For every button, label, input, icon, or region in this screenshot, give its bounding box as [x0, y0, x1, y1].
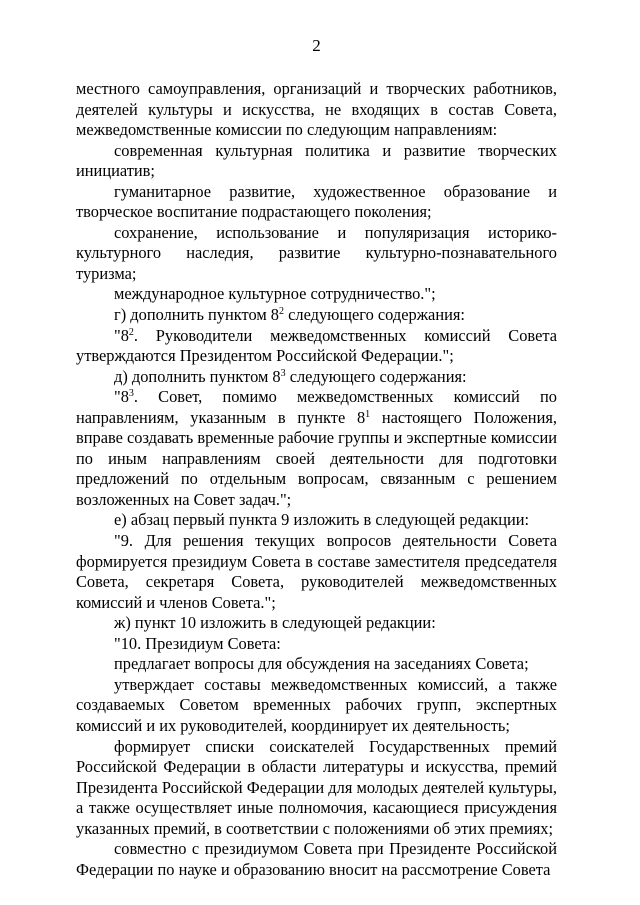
paragraph-9 — [76, 387, 557, 510]
page-number: 2 — [312, 36, 321, 55]
paragraph-3: гуманитарное развитие, художественное образование и творческое воспитание подрастающего поколения; — [76, 181, 557, 222]
paragraph-6-text-a: г) дополнить пунктом 8 — [114, 305, 280, 325]
paragraph-9-text-b: . Совет, помимо межведомственных комиссий по направлениям, указанным в пункте 8 — [76, 387, 557, 427]
paragraph-8-superscript: 3 — [280, 367, 286, 379]
paragraph-7 — [76, 326, 557, 367]
paragraph-12: ж) пункт 10 изложить в следующей редакции: — [114, 613, 436, 633]
paragraph-8-text-a: д) дополнить пунктом 8 — [114, 366, 281, 386]
paragraph-13: "10. Президиум Совета: — [114, 633, 281, 653]
paragraph-6-text-b: следующего содержания: — [284, 305, 465, 325]
paragraph-9-superscript-2: 1 — [365, 408, 371, 420]
paragraph-7-text-a: "8 — [114, 325, 129, 345]
paragraph-6 — [76, 305, 557, 326]
paragraph-5: международное культурное сотрудничество."; — [114, 284, 436, 304]
paragraph-1: местного самоуправления, организаций и творческих работников, деятелей культуры и искусства, не входящих в состав Совета, межведомственные комиссии по следующим направлениям: — [76, 79, 557, 140]
paragraph-9-superscript: 3 — [128, 388, 134, 400]
paragraph-2: современная культурная политика и развитие творческих инициатив; — [76, 140, 557, 181]
paragraph-9-text-a: "8 — [114, 387, 129, 407]
paragraph-11: "9. Для решения текущих вопросов деятельности Совета формируется президиум Совета в составе заместителя председателя Совета, секретаря Совета, руководителей межведомственных комиссий и членов Совета."; — [76, 531, 557, 612]
paragraph-7-superscript: 2 — [128, 326, 134, 338]
paragraph-16: формирует списки соискателей Государственных премий Российской Федерации в области литературы и искусства, премий Президента Российской Федерации для молодых деятелей культуры, а также осуществляет иные полномочия, касающиеся присуждения указанных премий, в соответствии с положениями об этих премиях; — [76, 736, 557, 838]
paragraph-8 — [76, 367, 557, 388]
paragraph-15: утверждает составы межведомственных комиссий, а также создаваемых Советом временных рабочих групп, экспертных комиссий и их руководителей, координирует их деятельность; — [76, 674, 557, 735]
paragraph-10: е) абзац первый пункта 9 изложить в следующей редакции: — [114, 510, 530, 530]
paragraph-4: сохранение, использование и популяризация историко-культурного наследия, развитие культурно-познавательного туризма; — [76, 222, 557, 283]
paragraph-17: совместно с президиумом Совета при Президенте Российской Федерации по науке и образованию вносит на рассмотрение Совета — [76, 839, 557, 879]
paragraph-6-superscript: 2 — [279, 306, 285, 318]
paragraph-8-text-b: следующего содержания: — [285, 366, 467, 386]
paragraph-14: предлагает вопросы для обсуждения на заседаниях Совета; — [114, 654, 529, 674]
paragraph-9-text-c: настоящего Положения, вправе создавать временные рабочие группы и экспертные комиссии по иным направлениям своей деятельности для подготовки предложений по отдельным вопросам, связанным с решением возложенных на Совет задач."; — [76, 407, 558, 509]
paragraph-7-text-b: . Руководители межведомственных комиссий Совета утверждаются Президентом Российской Федерации."; — [76, 325, 557, 366]
